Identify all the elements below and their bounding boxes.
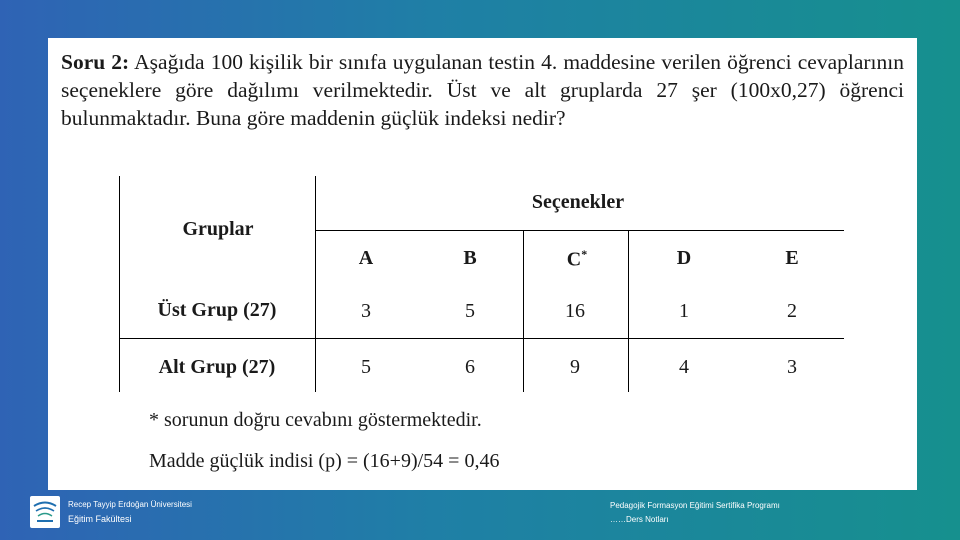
table-c-column-left — [523, 230, 524, 392]
option-b-header: B — [463, 247, 477, 269]
option-d-header: D — [676, 247, 692, 269]
footnote: * sorunun doğru cevabını göstermektedir. — [149, 409, 482, 431]
table-c-column-right — [628, 230, 629, 392]
program-name: Pedagojik Formasyon Eğitimi Sertifika Programı — [610, 501, 780, 510]
upper-c-value: 16 — [565, 300, 585, 322]
upper-d-value: 1 — [679, 300, 689, 322]
university-name: Recep Tayyip Erdoğan Üniversitesi — [68, 500, 192, 509]
lower-c-value: 9 — [570, 356, 580, 378]
lower-e-value: 3 — [787, 356, 797, 378]
option-a-header: A — [358, 247, 374, 269]
table-left-border — [119, 176, 120, 392]
option-e-header: E — [785, 247, 799, 269]
option-c-header — [554, 247, 600, 272]
footer-institution — [30, 496, 330, 532]
options-header: Seçenekler — [531, 191, 625, 213]
course-notes: ……Ders Notları — [610, 515, 669, 524]
upper-e-value: 2 — [787, 300, 797, 322]
lower-b-value: 6 — [465, 356, 475, 378]
upper-group-label: Üst Grup (27) — [157, 299, 277, 321]
question-label: Soru 2: — [61, 50, 130, 74]
question-body: Aşağıda 100 kişilik bir sınıfa uygulanan testin 4. maddesine verilen öğrenci cevaplarının seçeneklere göre dağılımı verilmektedir. Üst ve alt gruplarda 27 şer (100x0,27) öğrenci bulunmaktadır. Buna göre maddenin güçlük indeksi nedir? — [61, 50, 904, 130]
table-row-divider — [119, 338, 844, 339]
lower-a-value: 5 — [361, 356, 371, 378]
correct-answer-marker: * — [581, 247, 588, 261]
slide-content-panel — [48, 38, 917, 490]
faculty-name: Eğitim Fakültesi — [68, 514, 132, 524]
university-logo-icon — [30, 496, 60, 528]
groups-header: Gruplar — [182, 218, 254, 240]
footer-program — [610, 499, 780, 527]
table-group-divider — [315, 176, 316, 392]
upper-b-value: 5 — [465, 300, 475, 322]
lower-d-value: 4 — [679, 356, 689, 378]
upper-a-value: 3 — [361, 300, 371, 322]
difficulty-formula: Madde güçlük indisi (p) = (16+9)/54 = 0,46 — [149, 450, 500, 472]
table-options-underline — [316, 230, 844, 231]
lower-group-label: Alt Grup (27) — [158, 356, 276, 378]
answer-distribution-table — [48, 38, 917, 398]
option-c-label: C — [566, 248, 582, 271]
